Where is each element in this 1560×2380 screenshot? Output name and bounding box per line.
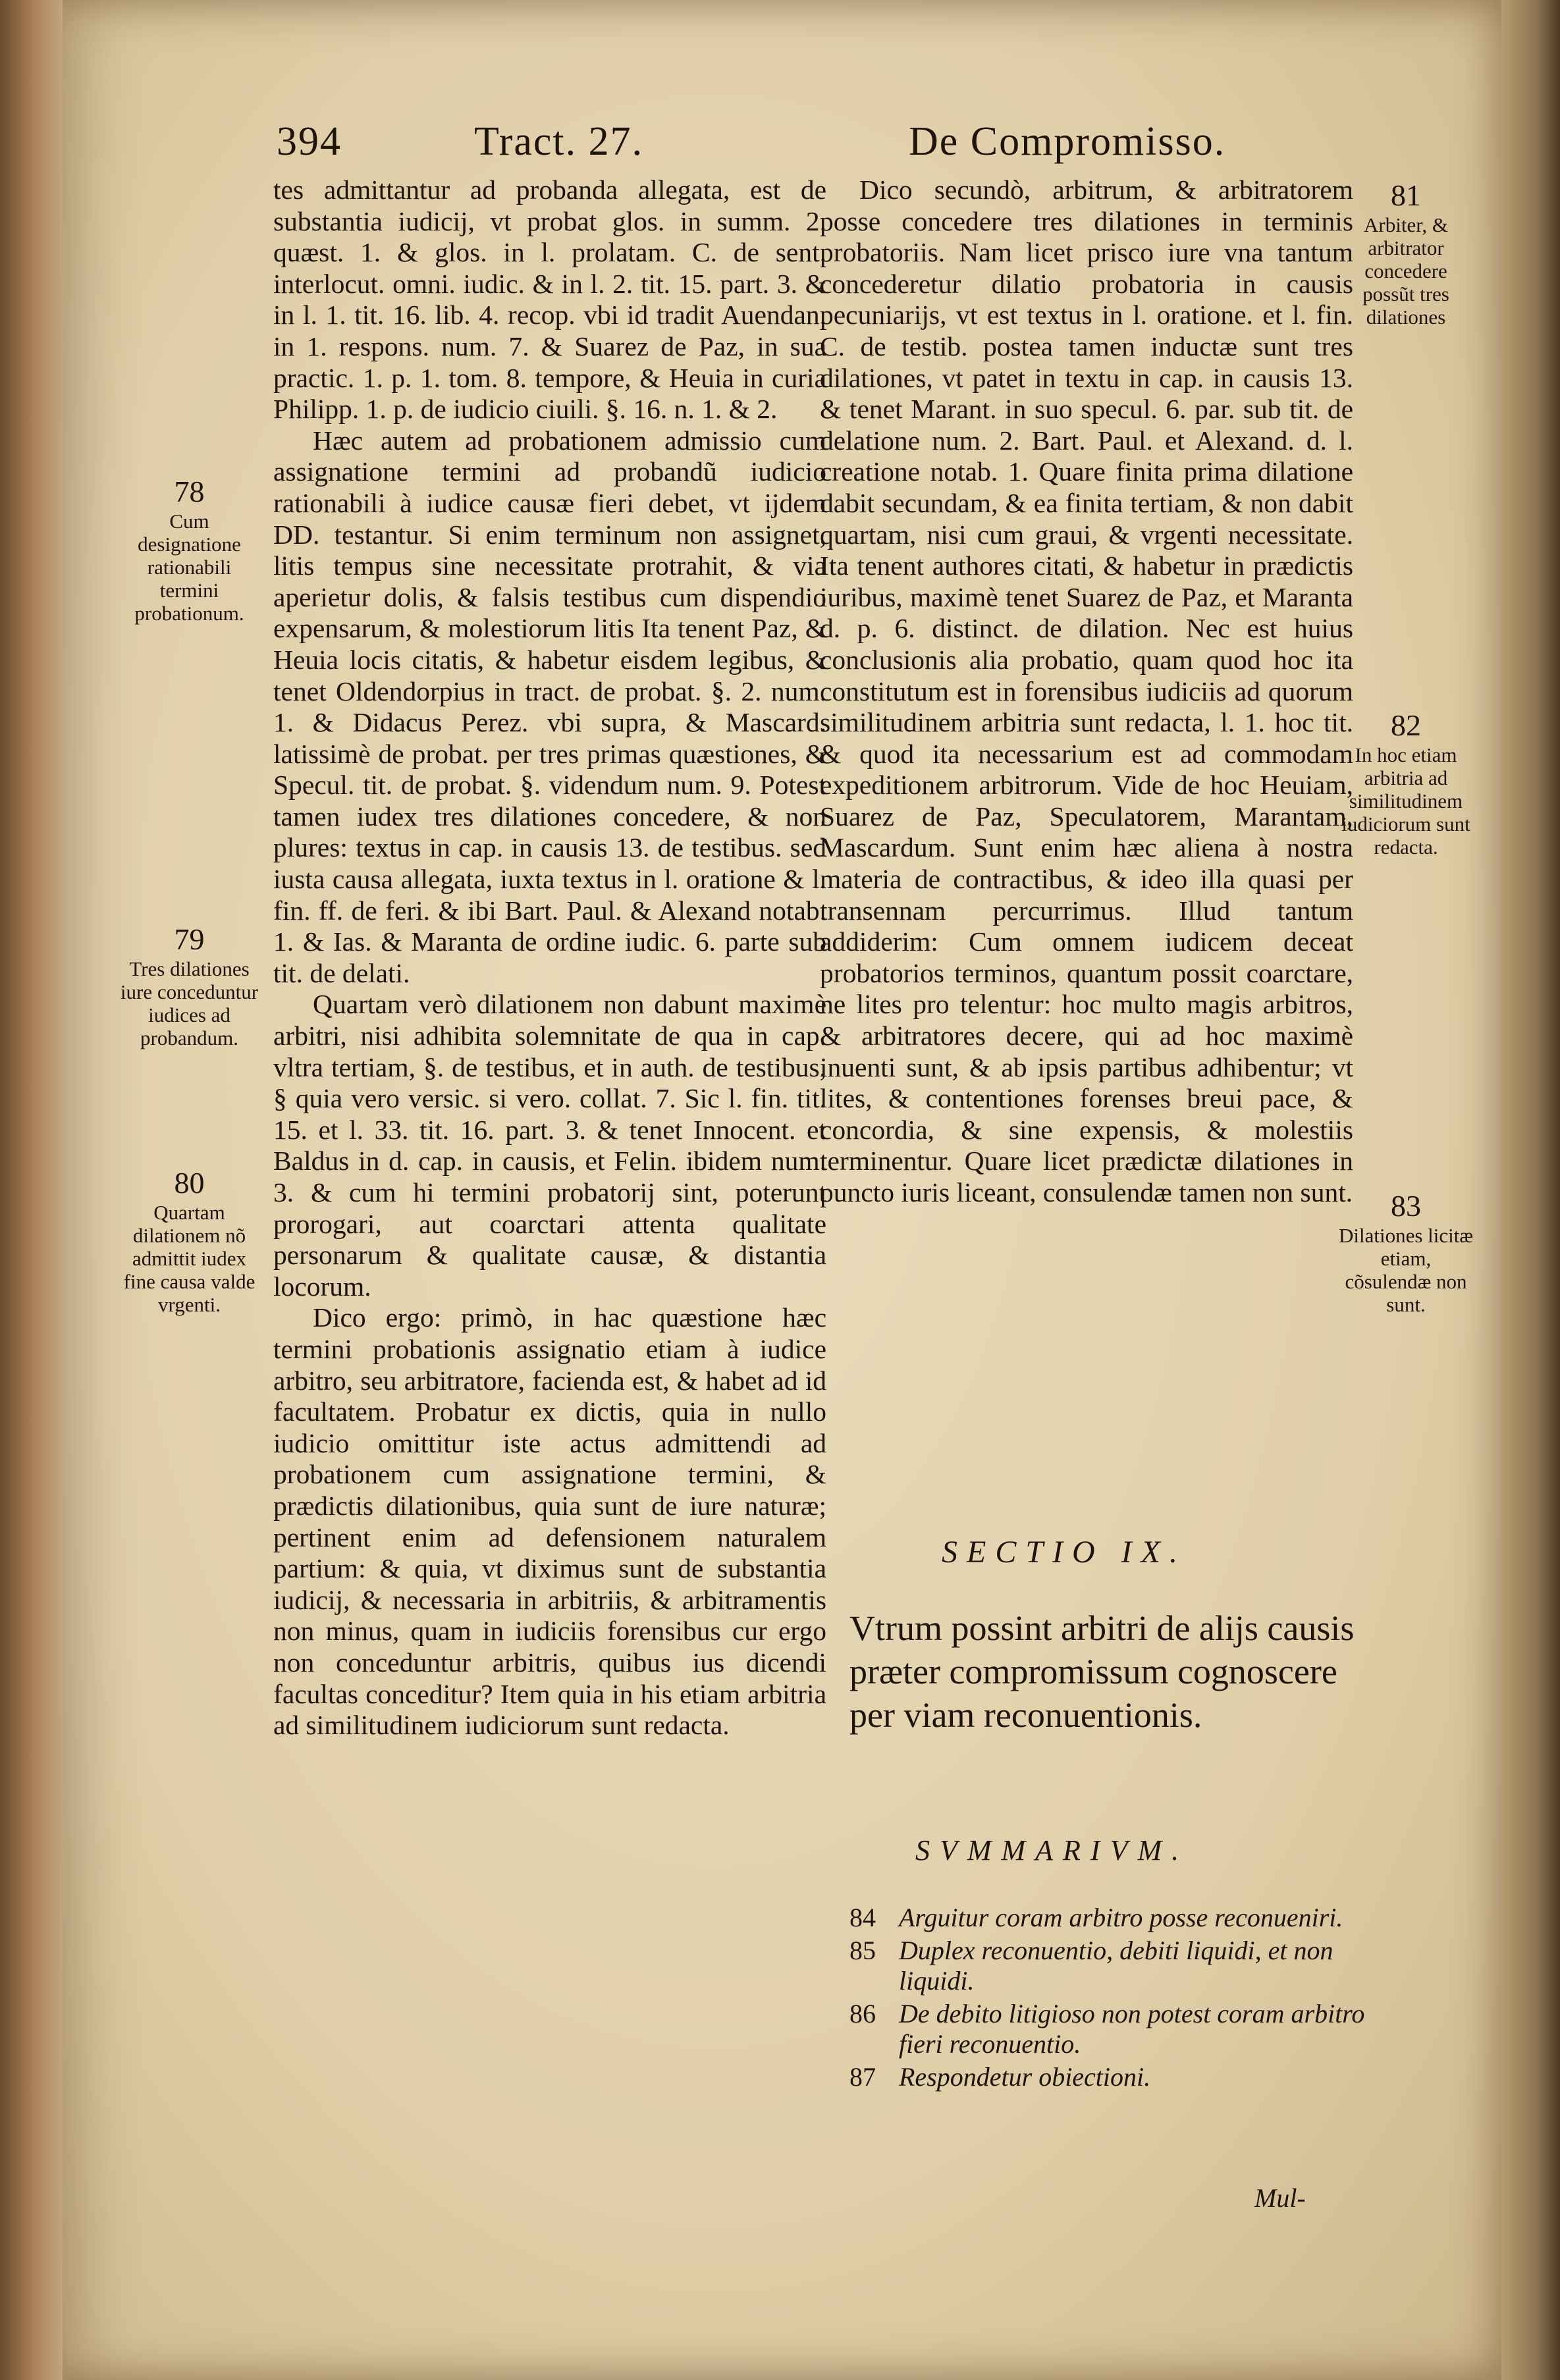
section-heading: SECTIO IX. [942, 1535, 1187, 1570]
margin-note-79 [119, 922, 260, 1049]
summary-item [849, 1936, 1370, 1996]
left-text-column [273, 174, 826, 1741]
paragraph: tes admittantur ad probanda allegata, est de substantia iudicij, vt probat glos. in summ. 2. quæst. 1. & glos. in l. prolatam. C. de sent. interlocut. omni. iudic. & in l. 2. tit. 15. part. 3. & in l. 1. tit. 16. lib. 4. recop. vbi id tradit Auendan. in 1. respons. num. 7. & Suarez de Paz, in sua practic. 1. p. 1. tom. 8. tempore, & Heuia in curia Philipp. 1. p. de iudicio ciuili. §. 16. n. 1. & 2. [273, 174, 826, 425]
summary-item-number: 84 [849, 1903, 876, 1932]
margin-note-83 [1337, 1188, 1475, 1316]
summary-item [849, 2062, 1370, 2092]
margin-note-number: 80 [174, 1166, 205, 1200]
summary-item-text: Duplex reconuentio, debiti liquidi, et non liquidi. [899, 1936, 1333, 1996]
facing-page-edge [1501, 0, 1560, 2380]
running-title-right: De Compromisso. [909, 119, 1226, 164]
right-text-column [820, 174, 1353, 1209]
page-header [277, 119, 1238, 178]
paragraph: Dico secundò, arbitrum, & arbitratorem posse concedere tres dilationes in terminis probatoriis. Nam licet prisco iure vna tantum concederetur dilatio probatoria in causis pecuniarijs, vt est textus in l. oratione. et l. fin. C. de testib. postea tamen inductæ sunt tres dilationes, vt patet in textu in cap. in causis 13. & tenet Marant. in suo specul. 6. par. sub tit. de delatione num. 2. Bart. Paul. et Alexand. d. l. creatione notab. 1. Quare finita prima dilatione dabit secundam, & ea finita tertiam, & non dabit quartam, nisi cum graui, & vrgenti necessitate. Ita tenent authores citati, & habetur in prædictis iuribus, maximè tenet Suarez de Paz, et Maranta d. p. 6. distinct. de dilation. Nec est huius conclusionis alia probatio, quam quod hoc ita constitutum est in forensibus iudiciis ad quorum similitudinem arbitria sunt redacta, l. 1. hoc tit. & quod ita necessarium est ad commodam expeditionem arbitrorum. Vide de hoc Heuiam, Suarez de Paz, Speculatorem, Marantam, Mascardum. Sunt enim hæc aliena à nostra materia de contractibus, & ideo illa quasi per transennam percurrimus. Illud tantum addiderim: Cum omnem iudicem deceat probatorios terminos, quantum possit coarctare, ne lites pro telentur: hoc multo magis arbitros, & arbitratores decere, qui ad hoc maximè inuenti sunt, & ab ipsis partibus adhibentur; vt lites, & contentiones forenses breui pace, & concordia, & sine expensis, & molestiis terminentur. Quare licet prædictæ dilationes in puncto iuris liceant, consulendæ tamen non sunt. [820, 174, 1353, 1207]
margin-note-number: 83 [1391, 1189, 1421, 1223]
margin-note-number: 79 [174, 922, 205, 956]
summary-item-number: 86 [849, 1999, 876, 2028]
summary-item [849, 1903, 1370, 1933]
margin-note-80 [119, 1165, 260, 1316]
margin-note-82 [1337, 708, 1475, 859]
paragraph: Hæc autem ad probationem admissio cum assignatione termini ad probandũ iudicio rationabili à iudice causæ fieri debet, vt ijdem DD. testantur. Si enim terminum non assignet, litis tempus sine necessitate protrahit, & via aperietur dolis, & falsis testibus cum dispendio expensarum, & molestiorum litis Ita tenent Paz, & Heuia locis citatis, & habetur eisdem legibus, & tenet Oldendorpius in tract. de probat. §. 2. num. 1. & Didacus Perez. vbi supra, & Mascard. latissimè de probat. per tres primas quæstiones, & Specul. tit. de probat. §. videndum num. 9. Potest tamen iudex tres dilationes concedere, & non plures: textus in cap. in causis 13. de testibus. sed iusta causa allegata, iuxta textus in l. oratione & l. fin. ff. de feri. & ibi Bart. Paul. & Alexand notab. 1. & Ias. & Maranta de ordine iudic. 6. parte sub tit. de delati. [273, 425, 826, 988]
margin-note-text: Quartam dilationem nõ admittit iudex fine causa valde vrgenti. [123, 1201, 256, 1316]
margin-note-78 [119, 474, 260, 625]
paragraph: Dico ergo: primò, in hac quæstione hæc termini probationis assignatio etiam à iudice arbitro, seu arbitratore, facienda est, & habet ad id facultatem. Probatur ex dictis, quia in nullo iudicio omittitur iste actus admittendi ad probationem cum assignatione termini, & prædictis dilationibus, quia sunt de iure naturæ; pertinent enim ad defensionem naturalem partium: & quia, vt diximus sunt de substantia iudicij, & necessaria in arbitriis, & arbitramentis non minus, quam in iudiciis forensibus cur ergo non conceduntur arbitris, quibus ius dicendi facultas conceditur? Item quia in his etiam arbitria ad similitudinem iudiciorum sunt redacta. [273, 1302, 826, 1741]
margin-note-text: Dilationes licitæ etiam, cõsulendæ non sunt. [1338, 1224, 1474, 1316]
margin-note-text: Arbiter, & arbitrator concedere possũt tres dilationes [1362, 213, 1449, 329]
summary-item-text: Respondetur obiectioni. [899, 2062, 1151, 2092]
book-binding [0, 0, 72, 2380]
summary-item-text: De debito litigioso non potest coram arbitro fieri reconuentio. [899, 1999, 1365, 2059]
paragraph: Quartam verò dilationem non dabunt maximè arbitri, nisi adhibita solemnitate de qua in cap. vltra tertiam, §. de testibus, et in auth. de testibus, § quia vero versic. si vero. collat. 7. Sic l. fin. tit. 15. et l. 33. tit. 16. part. 3. & tenet Innocent. et Baldus in d. cap. in causis, et Felin. ibidem num. 3. & cum hi termini probatorij sint, poterunt prorogari, aut coarctari attenta qualitate personarum & qualitate causæ, & distantia locorum. [273, 989, 826, 1302]
summary-heading: SVMMARIVM. [915, 1834, 1189, 1866]
running-title-left: Tract. 27. [474, 119, 644, 164]
summary-item-number: 87 [849, 2062, 876, 2092]
margin-note-text: In hoc etiam arbitria ad similitudinem iudiciorum sunt redacta. [1341, 743, 1470, 859]
margin-note-text: Cum designatione rationabili termini probationum. [134, 510, 244, 625]
margin-note-number: 78 [174, 475, 205, 508]
summary-list [849, 1903, 1370, 2095]
margin-note-number: 82 [1391, 708, 1421, 742]
margin-note-text: Tres dilationes iure conceduntur iudices ad probandum. [120, 957, 259, 1049]
catchword: Mul- [1254, 2183, 1306, 2213]
section-question: Vtrum possint arbitri de alijs causis præter compromissum cognoscere per viam reconuentionis. [849, 1608, 1355, 1735]
summary-item-text: Arguitur coram arbitro posse reconueniri. [899, 1903, 1343, 1932]
summary-item-number: 85 [849, 1936, 876, 1965]
margin-note-number: 81 [1391, 178, 1421, 212]
margin-note-81 [1337, 178, 1475, 329]
summary-item [849, 1999, 1370, 2059]
page-number: 394 [277, 119, 342, 164]
